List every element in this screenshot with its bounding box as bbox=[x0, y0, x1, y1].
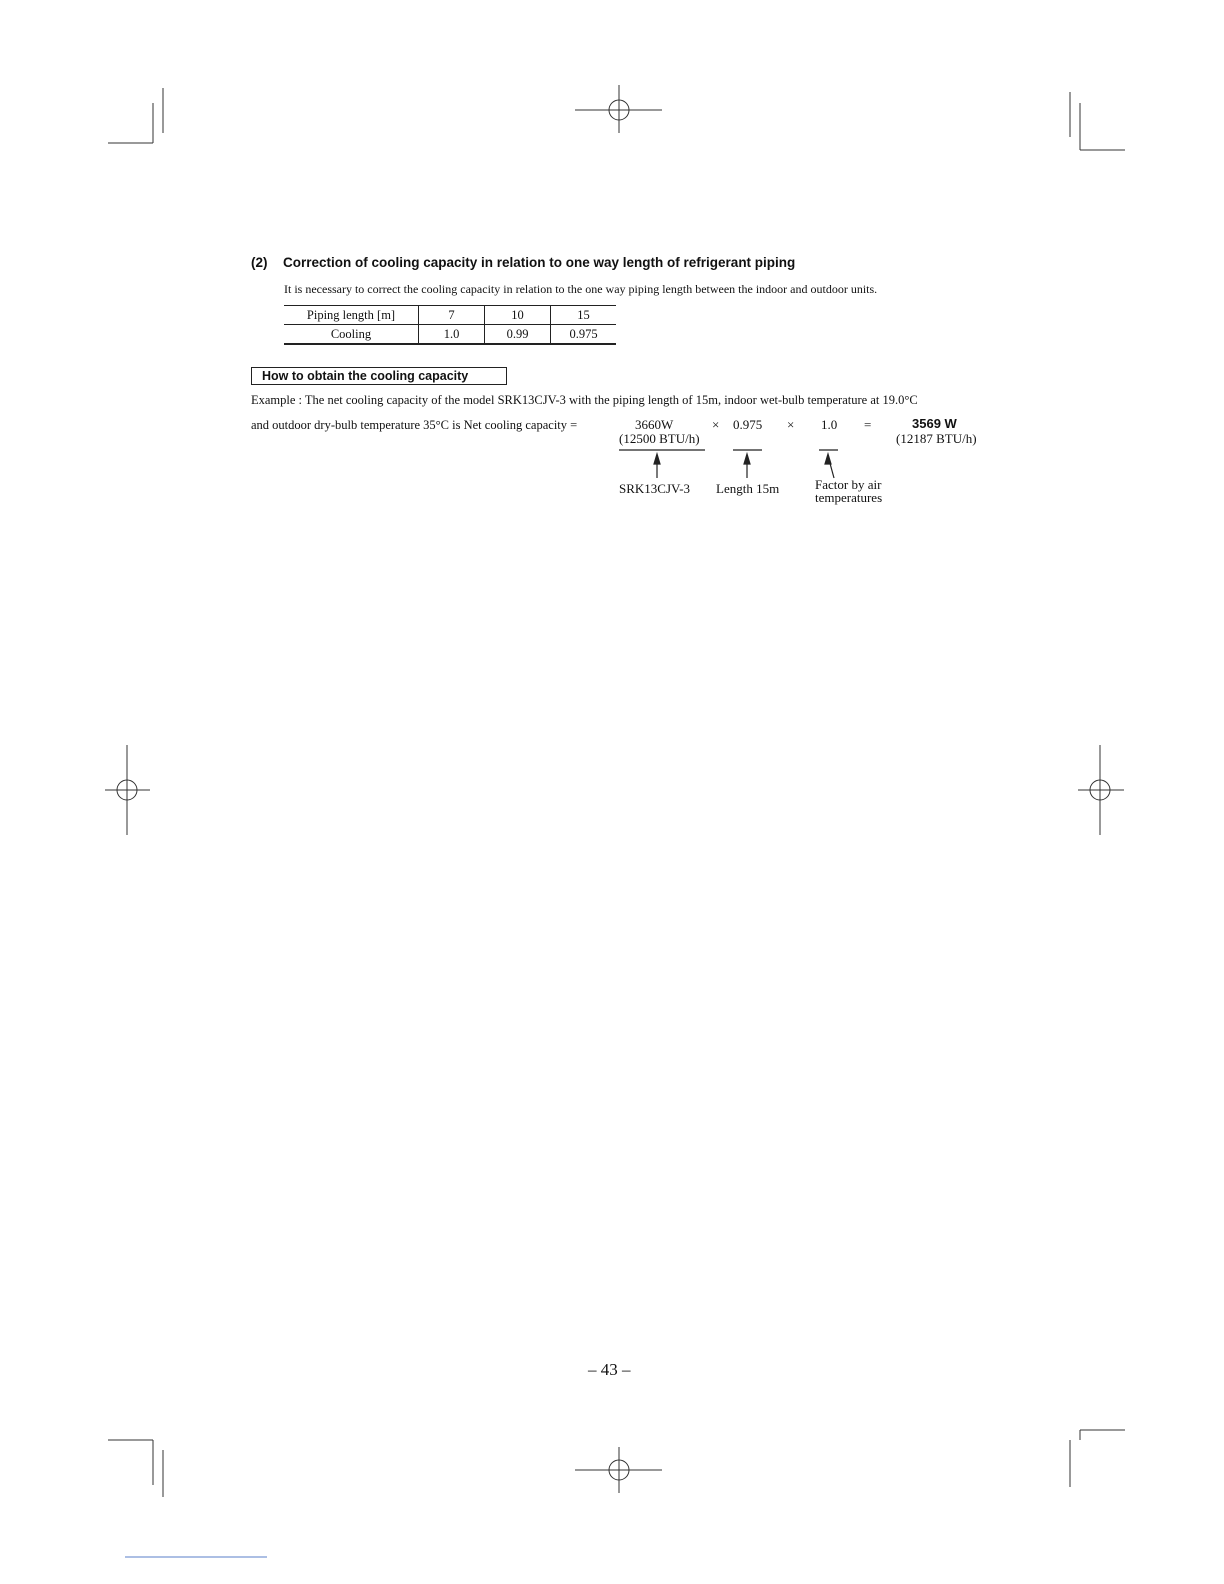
result-value: 3569 W bbox=[912, 416, 957, 431]
label-factor-line-2: temperatures bbox=[815, 490, 883, 505]
table-cell: 0.975 bbox=[551, 325, 617, 345]
section-number: (2) bbox=[251, 255, 268, 270]
capacity-btu: (12500 BTU/h) bbox=[619, 431, 700, 446]
label-length: Length 15m bbox=[716, 481, 780, 496]
label-factor bbox=[815, 478, 882, 504]
label-model: SRK13CJV-3 bbox=[619, 481, 691, 496]
table-cell: 0.99 bbox=[485, 325, 551, 345]
multiply-sign: × bbox=[787, 417, 795, 432]
row-header: Cooling bbox=[330, 326, 372, 341]
result-btu: (12187 BTU/h) bbox=[896, 431, 977, 446]
length-factor: 0.975 bbox=[733, 417, 763, 432]
capacity-value: 3660W bbox=[635, 417, 674, 432]
air-factor: 1.0 bbox=[821, 417, 838, 432]
table-cell: 10 bbox=[485, 306, 551, 325]
equals-sign: = bbox=[864, 417, 872, 432]
label-factor-line-1: Factor by air bbox=[815, 477, 882, 492]
multiply-sign: × bbox=[712, 417, 720, 432]
page-number: – 43 – bbox=[588, 1360, 631, 1379]
section-intro: It is necessary to correct the cooling capacity in relation to the one way piping length between the indoor and outdoor units. bbox=[284, 282, 878, 296]
row-header: Piping length [m] bbox=[284, 306, 419, 325]
example-line-2: and outdoor dry-bulb temperature 35°C is Net cooling capacity = bbox=[251, 418, 578, 432]
example-line-1: Example : The net cooling capacity of the model SRK13CJV-3 with the piping length of 15m, indoor wet-bulb temperature at 19.0°C bbox=[251, 393, 918, 407]
how-to-title: How to obtain the cooling capacity bbox=[251, 367, 507, 385]
table-cell: 15 bbox=[551, 306, 617, 325]
table-cell: 1.0 bbox=[419, 325, 485, 345]
section-title: Correction of cooling capacity in relation to one way length of refrigerant piping bbox=[283, 255, 796, 270]
table-cell: 7 bbox=[419, 306, 485, 325]
